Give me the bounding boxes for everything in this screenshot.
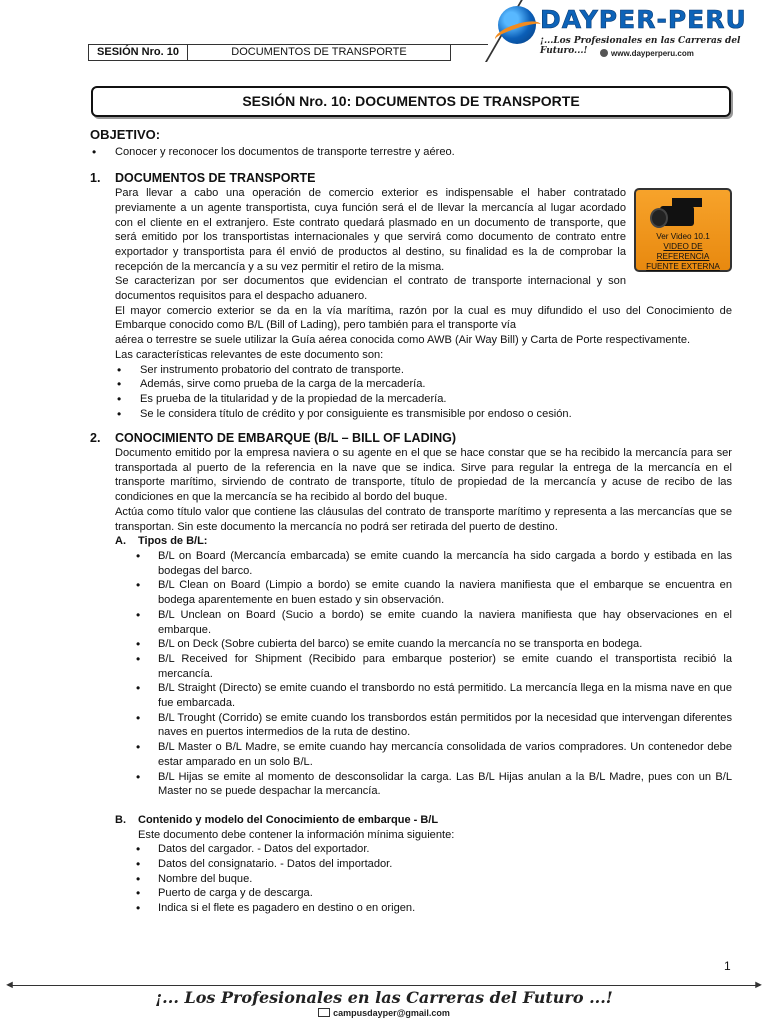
list-item: • B/L Straight (Directo) se emite cuando el transbordo no está permitido. La mercancía llega en la misma nave en que fue embarcada. (136, 681, 732, 710)
brand-name: DAYPER-PERU (540, 5, 747, 34)
page-number: 1 (724, 959, 731, 973)
section-2-paragraph: Actúa como título valor que contiene las cláusulas del contrato de transporte marítimo y representa a las mercancías que se transportan. Sin este documento la mercancía no podrá ser retirada del puerto de destino. (115, 505, 732, 533)
subsection-b-intro: Este documento debe contener la información mínima siguiente: (138, 828, 455, 841)
list-item: • B/L on Board (Mercancía embarcada) se emite cuando la mercancía ha sido cargada a bordo y estibada en las bodegas del barco. (136, 549, 732, 578)
list-item: • B/L Trought (Corrido) se emite cuando los transbordos están permitidos por la necesidad que intervengan diferentes naves en puertos intermedios de la ruta de destino. (136, 711, 732, 740)
section-1-paragraph: aérea o terrestre se suele utilizar la Guía aérea conocida como AWB (Air Way Bill) y Carta de Porte respectivamente. (115, 334, 691, 347)
section-1-paragraph: Para llevar a cabo una operación de comercio exterior es indispensable el haber contratado previamente a un agente transportista, cuya función será el de llevar la mercancía al lugar acordado con el cliente en el extranjero. Este contrato quedará plasmado en un documento de transporte, que será emitido por los transportistas internacionales y que servirá como documento de contrato entre exportador y transportista para él envió de productos al destino, su finalidad es la de comprobar la recepción de la mercancía y a su vez permitir el retiro de la misma. (115, 187, 626, 273)
list-item: • B/L Received for Shipment (Recibido para embarque posterior) se emite cuando el transportista recibió la mercancía. (136, 652, 732, 681)
section-2-heading (90, 431, 732, 446)
header-session-label: SESIÓN Nro. 10 (88, 44, 188, 61)
section-1-paragraph: Se caracterizan por ser documentos que evidencian el contrato de transporte internacional y son documentos requisitos para el despacho aduanero. (115, 275, 626, 303)
objective-item: • Conocer y reconocer los documentos de transporte terrestre y aéreo. (90, 145, 732, 160)
list-item: • Además, sirve como prueba de la carga de la mercadería. (115, 377, 732, 392)
video-camera-icon (650, 198, 712, 230)
bl-content-list (90, 842, 732, 916)
video-label-line3: FUENTE EXTERNA (646, 262, 720, 272)
arrow-left-icon: ◄ (4, 979, 15, 991)
brand-logo (492, 2, 768, 64)
arrow-right-icon: ► (753, 979, 764, 991)
list-item: • B/L Master o B/L Madre, se emite cuando hay mercancía consolidada de varios compradores. Un contenedor debe estar amparado en un solo B/L. (136, 740, 732, 769)
section-1-number: 1. (90, 171, 101, 186)
subsection-a-title: Tipos de B/L: (138, 535, 208, 548)
section-2-title: CONOCIMIENTO DE EMBARQUE (B/L – BILL OF LADING) (115, 431, 456, 446)
section-1-body (90, 186, 732, 274)
page-title: SESIÓN Nro. 10: DOCUMENTOS DE TRANSPORTE (91, 86, 731, 117)
brand-website (600, 49, 694, 58)
footer-tagline: ¡... Los Profesionales en las Carreras del Futuro ...! (155, 988, 613, 1007)
list-item: • Es prueba de la titularidad y de la propiedad de la mercadería. (115, 392, 732, 407)
video-reference-button[interactable] (634, 188, 732, 272)
header-doc-label: DOCUMENTOS DE TRANSPORTE (187, 44, 451, 61)
section-1-list (90, 363, 732, 422)
footer-rule (8, 985, 760, 986)
bl-types-list (90, 549, 732, 799)
section-1-paragraph: El mayor comercio exterior se da en la vía marítima, razón por la cual es muy difundido el uso del Conocimiento de Embarque conocido como B/L (Bill of Lading), pero también para el transporte vía (115, 304, 732, 332)
section-2-body (90, 446, 732, 534)
section-2-paragraph: Documento emitido por la empresa naviera o su agente en el que se hace constar que se ha recibido la mercancía para ser transportada al puerto de la referencia en la nave que se indica. Sirve para regular la entrega de la mercancía en el transporte marítimo, sirviendo de contrato de transporte, título de propiedad de la mercancía y acuse de recibo de las condiciones en que la mercancía se ha recibido al bordo del buque. (115, 447, 732, 504)
list-item: • B/L on Deck (Sobre cubierta del barco) se emite cuando la mercancía no se transporta en bodega. (136, 637, 732, 652)
section-1-more (90, 274, 732, 362)
section-2-number: 2. (90, 431, 101, 446)
section-1-paragraph: Las características relevantes de este documento son: (115, 348, 384, 361)
list-item: • B/L Clean on Board (Limpio a bordo) se emite cuando la naviera manifiesta que el embarque se encuentra en bodega aparentemente en buen estado y sin observación. (136, 578, 732, 607)
footer-email-text: campusdayper@gmail.com (333, 1008, 450, 1018)
mail-icon (318, 1008, 330, 1017)
list-item: • Indica si el flete es pagadero en destino o en origen. (136, 901, 732, 916)
video-label-line2: VIDEO DE REFERENCIA (656, 242, 710, 262)
list-item: • B/L Hijas se emite al momento de desconsolidar la carga. Las B/L Hijas anulan a la B/L Madre, pues con un B/L Master no se puede despachar la mercancía. (136, 770, 732, 799)
list-item: • Datos del cargador. - Datos del exportador. (136, 842, 732, 857)
video-label (636, 232, 730, 272)
objective-heading: OBJETIVO: (90, 127, 161, 142)
video-label-line1: Ver Video 10.1 (656, 232, 710, 242)
subsection-b-heading (90, 813, 732, 828)
list-item: • Ser instrumento probatorio del contrato de transporte. (115, 363, 732, 378)
list-item: • Puerto de carga y de descarga. (136, 886, 732, 901)
brand-tagline: ¡...Los Profesionales en las Carreras del Futuro...! (540, 36, 741, 56)
subsection-a-heading (90, 534, 732, 549)
section-1-title: DOCUMENTOS DE TRANSPORTE (115, 171, 316, 186)
subsection-b-letter: B. (115, 813, 126, 826)
subsection-a-letter: A. (115, 535, 126, 548)
section-1-heading (90, 171, 732, 186)
subsection-b-title: Contenido y modelo del Conocimiento de embarque - B/L (138, 813, 439, 826)
list-item: • Se le considera título de crédito y por consiguiente es transmisible por endoso o cesión. (115, 407, 732, 422)
list-item: • Datos del consignatario. - Datos del importador. (136, 857, 732, 872)
list-item: • Nombre del buque. (136, 872, 732, 887)
document-body (90, 128, 732, 916)
objective-list (90, 145, 732, 160)
brand-website-text: www.dayperperu.com (611, 49, 694, 58)
footer-email (0, 1008, 768, 1018)
web-icon (600, 49, 608, 57)
list-item: • B/L Unclean on Board (Sucio a bordo) se emite cuando la naviera manifiesta que hay observaciones en el embarque. (136, 608, 732, 637)
